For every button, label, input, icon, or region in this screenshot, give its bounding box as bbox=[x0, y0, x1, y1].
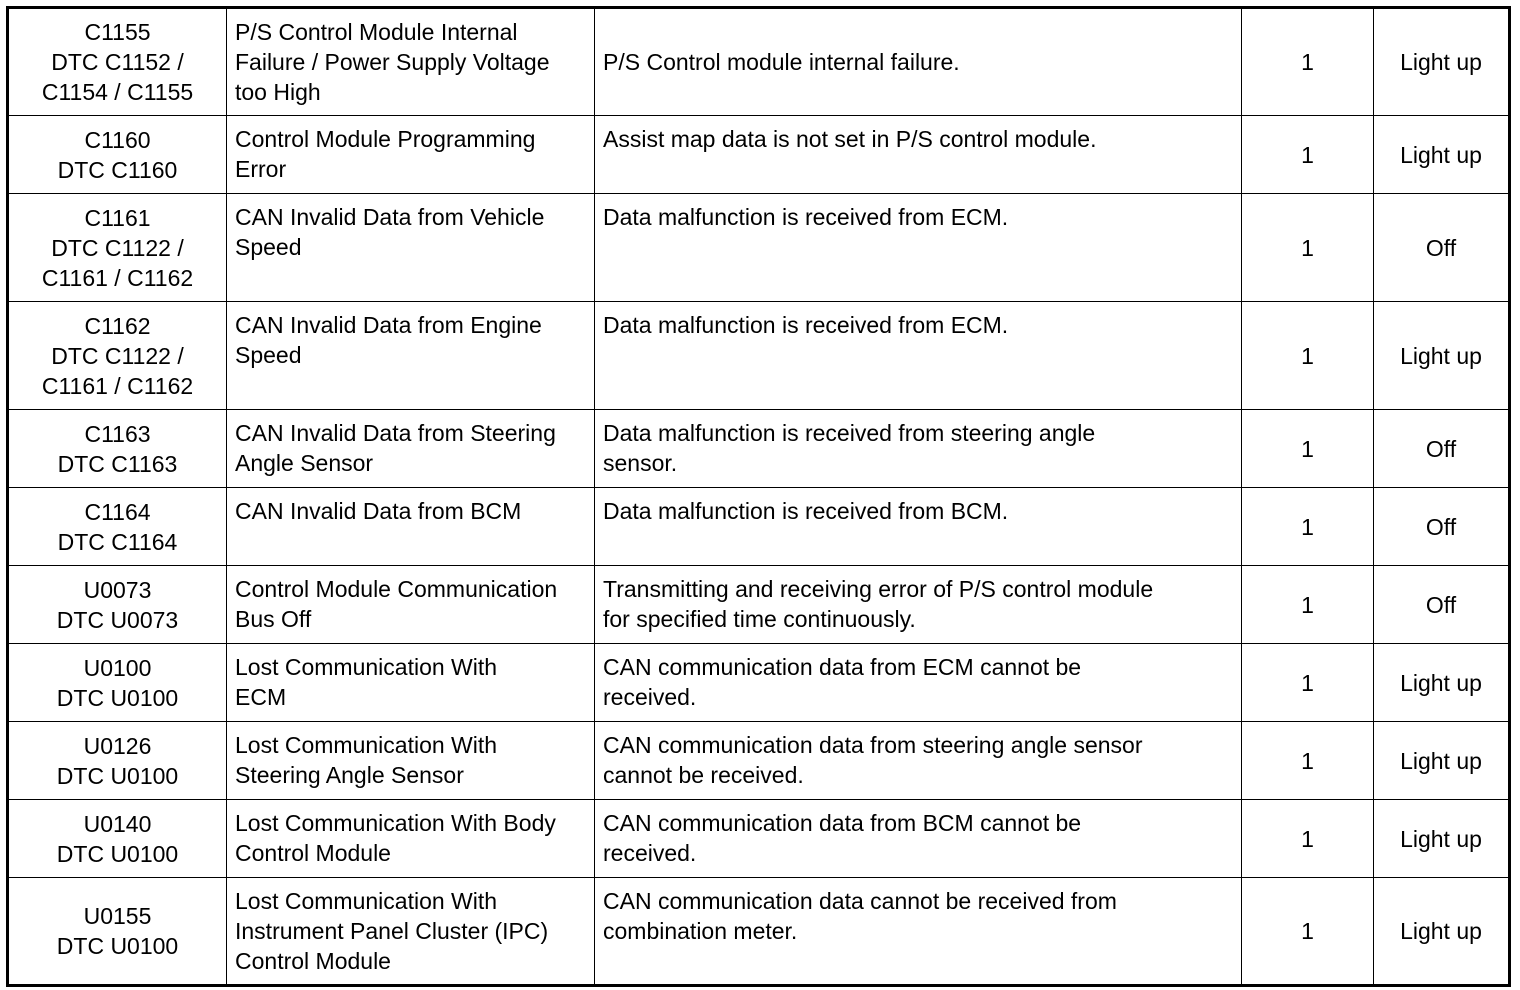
lamp-status-cell: Light up bbox=[1374, 116, 1510, 194]
lamp-status-cell: Off bbox=[1374, 410, 1510, 488]
detecting-condition-cell: Data malfunction is received from ECM. bbox=[595, 194, 1242, 302]
detecting-condition-cell: Assist map data is not set in P/S control module. bbox=[595, 116, 1242, 194]
table-row bbox=[8, 194, 1510, 302]
dtc-code-cell: U0126 DTC U0100 bbox=[8, 722, 227, 800]
table-row bbox=[8, 644, 1510, 722]
table-row bbox=[8, 566, 1510, 644]
table-row bbox=[8, 800, 1510, 878]
detecting-item-cell: Control Module Communication Bus Off bbox=[227, 566, 595, 644]
table-row bbox=[8, 302, 1510, 410]
count-cell: 1 bbox=[1242, 566, 1374, 644]
detecting-condition-cell: CAN communication data from steering angle sensor cannot be received. bbox=[595, 722, 1242, 800]
table-row bbox=[8, 8, 1510, 116]
dtc-code-cell: C1162 DTC C1122 / C1161 / C1162 bbox=[8, 302, 227, 410]
dtc-table bbox=[6, 6, 1511, 987]
dtc-code-cell: C1163 DTC C1163 bbox=[8, 410, 227, 488]
dtc-code-cell: C1155 DTC C1152 / C1154 / C1155 bbox=[8, 8, 227, 116]
dtc-table-body bbox=[8, 8, 1510, 986]
detecting-item-cell: CAN Invalid Data from Engine Speed bbox=[227, 302, 595, 410]
table-row bbox=[8, 488, 1510, 566]
count-cell: 1 bbox=[1242, 878, 1374, 986]
lamp-status-cell: Light up bbox=[1374, 644, 1510, 722]
detecting-item-cell: CAN Invalid Data from BCM bbox=[227, 488, 595, 566]
table-row bbox=[8, 116, 1510, 194]
count-cell: 1 bbox=[1242, 644, 1374, 722]
detecting-condition-cell: Data malfunction is received from BCM. bbox=[595, 488, 1242, 566]
detecting-condition-cell: CAN communication data cannot be received from combination meter. bbox=[595, 878, 1242, 986]
detecting-item-cell: Lost Communication With ECM bbox=[227, 644, 595, 722]
lamp-status-cell: Off bbox=[1374, 488, 1510, 566]
lamp-status-cell: Off bbox=[1374, 194, 1510, 302]
count-cell: 1 bbox=[1242, 116, 1374, 194]
dtc-code-cell: U0140 DTC U0100 bbox=[8, 800, 227, 878]
detecting-condition-cell: Transmitting and receiving error of P/S control module for specified time continuously. bbox=[595, 566, 1242, 644]
detecting-item-cell: CAN Invalid Data from Vehicle Speed bbox=[227, 194, 595, 302]
lamp-status-cell: Light up bbox=[1374, 878, 1510, 986]
count-cell: 1 bbox=[1242, 488, 1374, 566]
detecting-condition-cell: CAN communication data from ECM cannot be received. bbox=[595, 644, 1242, 722]
dtc-code-cell: C1161 DTC C1122 / C1161 / C1162 bbox=[8, 194, 227, 302]
lamp-status-cell: Off bbox=[1374, 566, 1510, 644]
dtc-code-cell: C1160 DTC C1160 bbox=[8, 116, 227, 194]
lamp-status-cell: Light up bbox=[1374, 302, 1510, 410]
detecting-item-cell: Lost Communication With Body Control Module bbox=[227, 800, 595, 878]
lamp-status-cell: Light up bbox=[1374, 722, 1510, 800]
table-row bbox=[8, 722, 1510, 800]
detecting-item-cell: Lost Communication With Steering Angle Sensor bbox=[227, 722, 595, 800]
detecting-condition-cell: CAN communication data from BCM cannot be received. bbox=[595, 800, 1242, 878]
dtc-code-cell: U0155 DTC U0100 bbox=[8, 878, 227, 986]
detecting-item-cell: P/S Control Module Internal Failure / Power Supply Voltage too High bbox=[227, 8, 595, 116]
count-cell: 1 bbox=[1242, 722, 1374, 800]
table-row bbox=[8, 410, 1510, 488]
detecting-item-cell: Lost Communication With Instrument Panel Cluster (IPC) Control Module bbox=[227, 878, 595, 986]
dtc-code-cell: U0073 DTC U0073 bbox=[8, 566, 227, 644]
count-cell: 1 bbox=[1242, 302, 1374, 410]
count-cell: 1 bbox=[1242, 194, 1374, 302]
lamp-status-cell: Light up bbox=[1374, 8, 1510, 116]
count-cell: 1 bbox=[1242, 410, 1374, 488]
dtc-code-cell: C1164 DTC C1164 bbox=[8, 488, 227, 566]
count-cell: 1 bbox=[1242, 8, 1374, 116]
detecting-condition-cell: Data malfunction is received from steering angle sensor. bbox=[595, 410, 1242, 488]
dtc-code-cell: U0100 DTC U0100 bbox=[8, 644, 227, 722]
lamp-status-cell: Light up bbox=[1374, 800, 1510, 878]
detecting-item-cell: CAN Invalid Data from Steering Angle Sensor bbox=[227, 410, 595, 488]
count-cell: 1 bbox=[1242, 800, 1374, 878]
detecting-condition-cell: P/S Control module internal failure. bbox=[595, 8, 1242, 116]
detecting-condition-cell: Data malfunction is received from ECM. bbox=[595, 302, 1242, 410]
detecting-item-cell: Control Module Programming Error bbox=[227, 116, 595, 194]
table-row bbox=[8, 878, 1510, 986]
